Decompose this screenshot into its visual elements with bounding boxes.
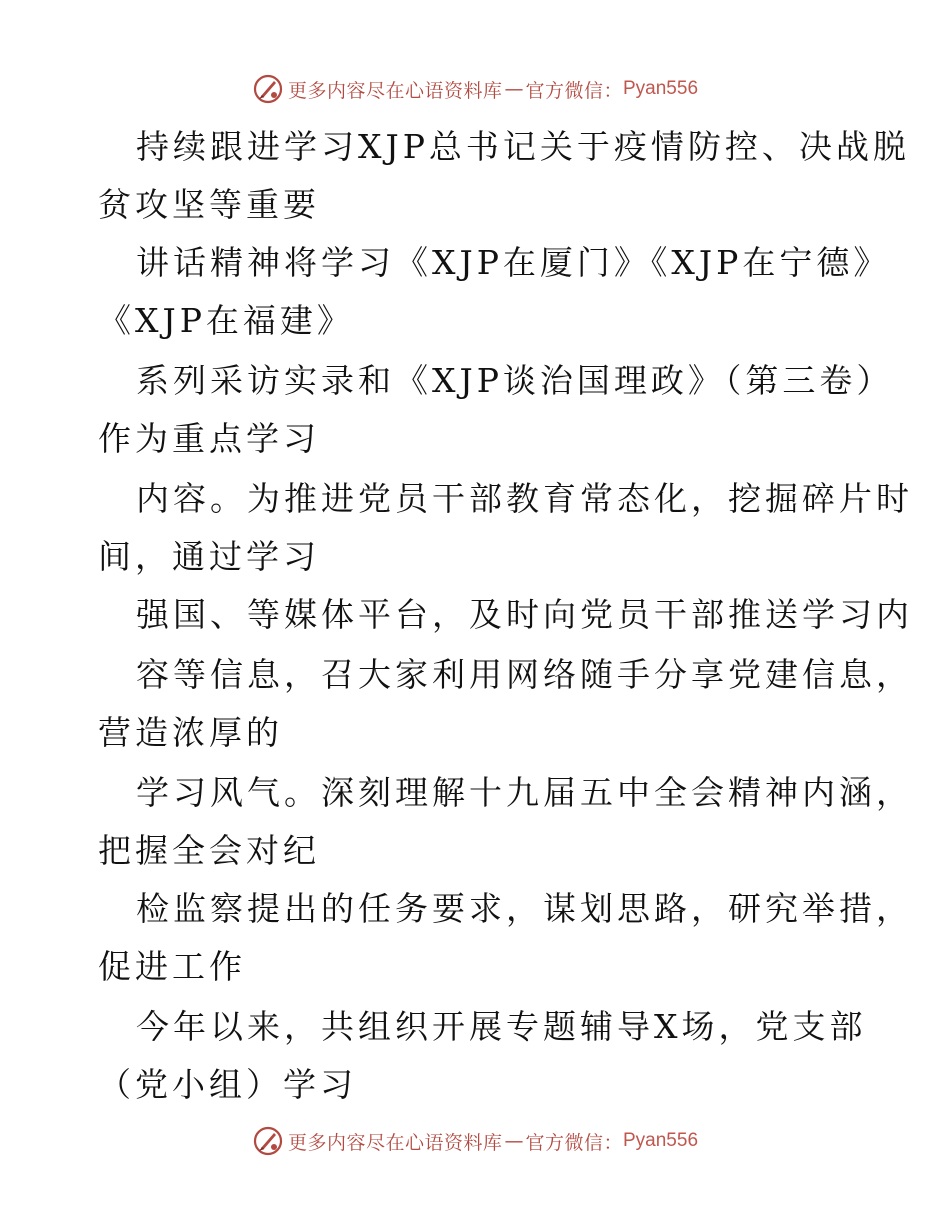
footer-banner	[0, 1124, 950, 1158]
body-line: 持续跟进学习XJP总书记关于疫情防控、决战脱	[136, 127, 910, 166]
banner-title: 更多内容尽在心语资料库	[287, 1131, 503, 1154]
banner-wechat-id: Pyan556	[623, 1130, 699, 1151]
body-line: 促进工作	[98, 947, 246, 986]
body-line: 讲话精神将学习《XJP在厦门》《XJP在宁德》	[136, 243, 891, 282]
body-line: 把握全会对纪	[98, 831, 320, 870]
banner-wechat-id: Pyan556	[623, 78, 699, 99]
banner-separator: —	[504, 78, 524, 100]
banner-wechat-label: 官方微信：	[525, 79, 623, 102]
body-line: 营造浓厚的	[98, 713, 283, 752]
body-line: 检监察提出的任务要求，谋划思路，研究举措，	[136, 889, 913, 928]
body-line: 强国、等媒体平台，及时向党员干部推送学习内	[136, 595, 913, 634]
body-line: 《XJP在福建》	[98, 301, 354, 340]
body-line: 作为重点学习	[98, 419, 320, 458]
body-line: 容等信息，召大家利用网络随手分享党建信息，	[136, 655, 913, 694]
body-line: 贫攻坚等重要	[98, 185, 320, 224]
header-banner	[0, 72, 950, 106]
banner-separator: —	[504, 1130, 524, 1152]
quill-pen-circle-icon	[252, 1125, 284, 1157]
body-line: （党小组）学习	[98, 1065, 357, 1104]
banner-wechat-label: 官方微信：	[525, 1131, 623, 1154]
body-line: 学习风气。深刻理解十九届五中全会精神内涵，	[136, 773, 913, 812]
banner-title: 更多内容尽在心语资料库	[287, 79, 503, 102]
quill-pen-circle-icon	[252, 73, 284, 105]
body-line: 系列采访实录和《XJP谈治国理政》（第三卷）	[136, 361, 894, 400]
body-line: 间，通过学习	[98, 537, 320, 576]
body-line: 内容。为推进党员干部教育常态化，挖掘碎片时	[136, 479, 913, 518]
body-line: 今年以来，共组织开展专题辅导X场，党支部	[136, 1007, 867, 1046]
